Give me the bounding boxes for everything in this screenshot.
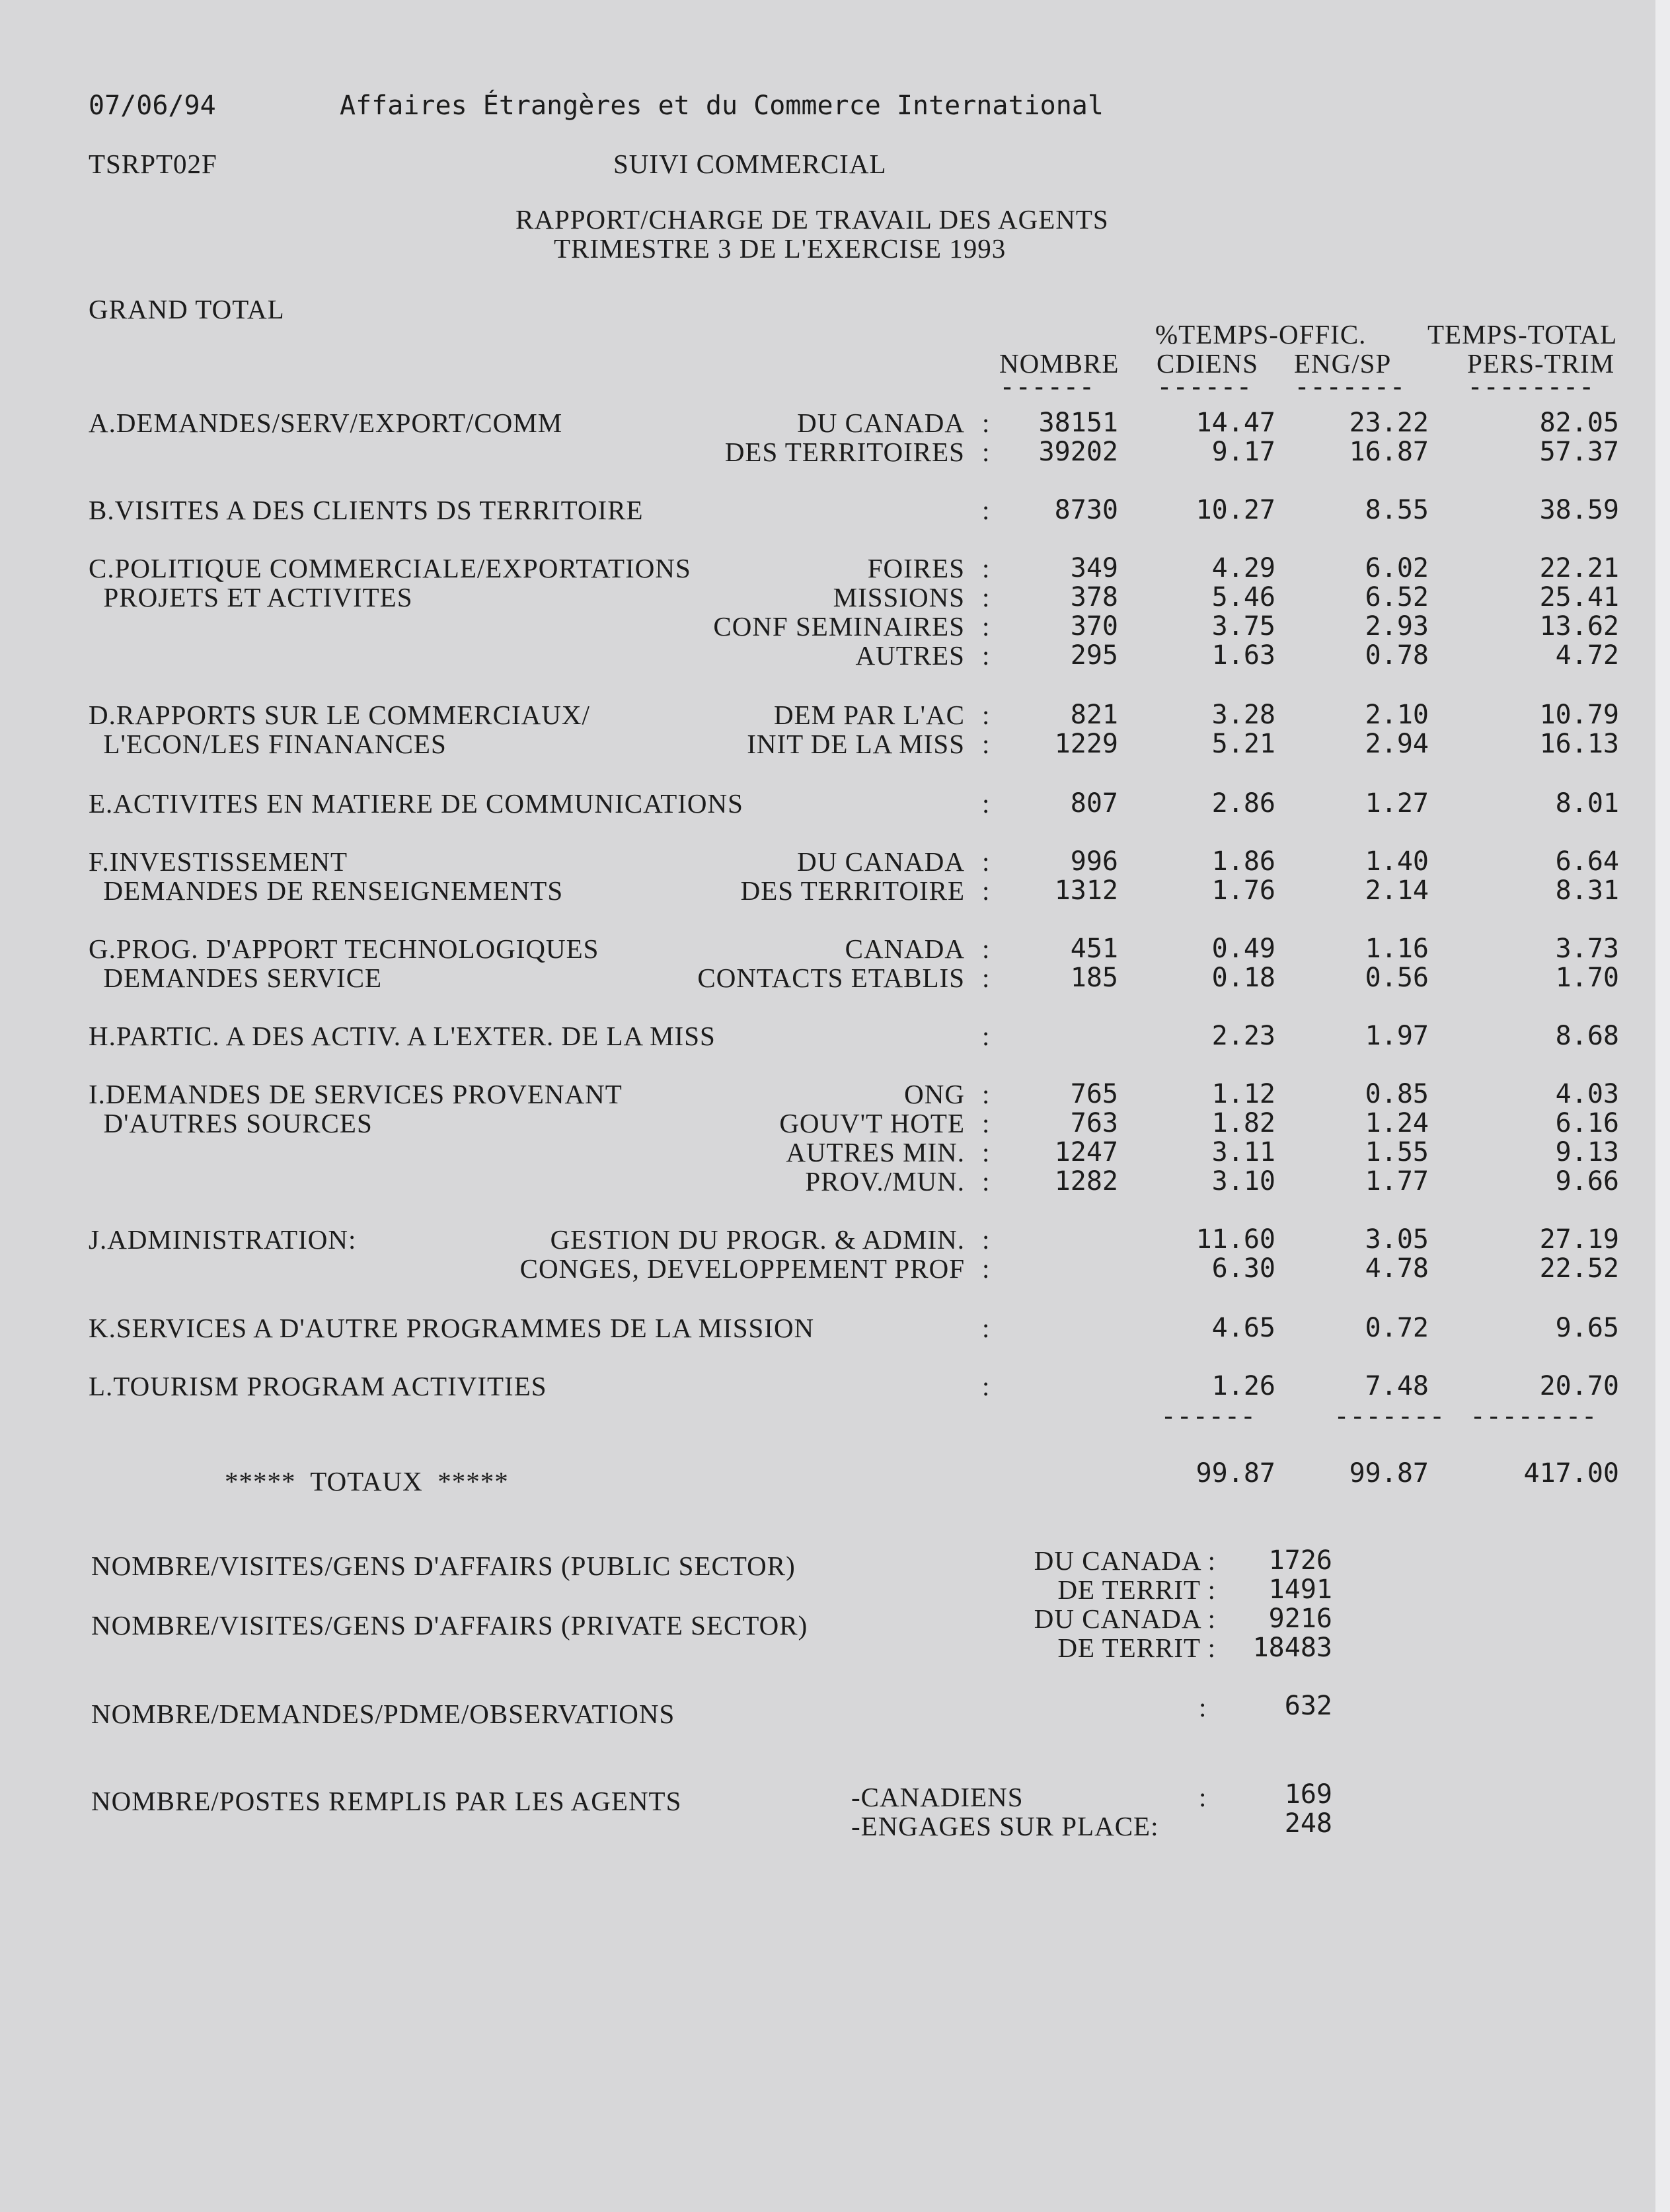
row-colon: : xyxy=(982,1079,991,1109)
row-subcategory: GOUV'T HOTE xyxy=(779,1108,965,1138)
row-subcategory: AUTRES MIN. xyxy=(786,1137,965,1167)
row-pers: 9.66 xyxy=(1555,1166,1619,1197)
pdme-colon: : xyxy=(1199,1692,1207,1722)
row-pers: 38.59 xyxy=(1539,495,1619,525)
row-cdiens: 11.60 xyxy=(1196,1224,1275,1255)
visits-line-value: 1491 xyxy=(1268,1574,1332,1605)
row-colon: : xyxy=(982,553,991,583)
total-engsp: 99.87 xyxy=(1349,1458,1429,1489)
col-nombre: NOMBRE xyxy=(999,348,1120,379)
row-category: J.ADMINISTRATION: xyxy=(89,1224,357,1255)
row-cdiens: 3.10 xyxy=(1211,1166,1275,1197)
row-cdiens: 1.26 xyxy=(1211,1371,1275,1401)
row-category: E.ACTIVITES EN MATIERE DE COMMUNICATIONS xyxy=(89,788,743,819)
total-pers: 417.00 xyxy=(1523,1458,1619,1489)
row-colon: : xyxy=(982,1108,991,1138)
row-category: K.SERVICES A D'AUTRE PROGRAMMES DE LA MISSION xyxy=(89,1313,815,1343)
row-engsp: 1.40 xyxy=(1365,846,1429,877)
page-edge xyxy=(1655,0,1670,2212)
system-name: SUIVI COMMERCIAL xyxy=(613,149,887,179)
row-nombre: 39202 xyxy=(1038,437,1118,467)
row-engsp: 1.97 xyxy=(1365,1021,1429,1051)
row-cdiens: 3.75 xyxy=(1211,611,1275,642)
col-group-total: TEMPS-TOTAL xyxy=(1427,319,1618,350)
row-subcategory: CANADA xyxy=(845,934,965,964)
row-cdiens: 4.29 xyxy=(1211,553,1275,583)
row-nombre: 1282 xyxy=(1054,1166,1118,1197)
row-pers: 10.79 xyxy=(1539,700,1619,730)
row-engsp: 1.77 xyxy=(1365,1166,1429,1197)
row-engsp: 0.78 xyxy=(1365,640,1429,671)
row-colon: : xyxy=(982,729,991,759)
row-nombre: 295 xyxy=(1070,640,1118,671)
row-engsp: 4.78 xyxy=(1365,1253,1429,1284)
row-engsp: 2.94 xyxy=(1365,729,1429,759)
row-cdiens: 2.86 xyxy=(1211,788,1275,819)
row-subcategory: DES TERRITOIRE xyxy=(740,875,965,906)
rule-pers: -------- xyxy=(1467,372,1595,402)
totals-rule-pers: -------- xyxy=(1470,1401,1597,1432)
visits-line-value: 18483 xyxy=(1252,1633,1332,1663)
row-cdiens: 14.47 xyxy=(1196,408,1275,438)
visits-line-value: 9216 xyxy=(1268,1604,1332,1634)
rule-nombre: ------ xyxy=(999,372,1095,402)
totals-rule-cdiens: ------ xyxy=(1160,1401,1256,1432)
row-colon: : xyxy=(982,1224,991,1255)
report-subtitle: TRIMESTRE 3 DE L'EXERCISE 1993 xyxy=(554,233,1006,264)
row-colon: : xyxy=(982,1166,991,1197)
row-nombre: 1312 xyxy=(1054,875,1118,906)
row-engsp: 1.27 xyxy=(1365,788,1429,819)
row-pers: 22.21 xyxy=(1539,553,1619,583)
row-nombre: 370 xyxy=(1070,611,1118,642)
row-nombre: 996 xyxy=(1070,846,1118,877)
row-category: G.PROG. D'APPORT TECHNOLOGIQUES xyxy=(89,934,599,964)
row-cdiens: 9.17 xyxy=(1211,437,1275,467)
row-pers: 8.31 xyxy=(1555,875,1619,906)
row-engsp: 2.93 xyxy=(1365,611,1429,642)
row-engsp: 6.02 xyxy=(1365,553,1429,583)
row-category: DEMANDES SERVICE xyxy=(89,963,383,993)
row-colon: : xyxy=(982,611,991,642)
col-pers: PERS-TRIM xyxy=(1467,348,1615,379)
row-cdiens: 2.23 xyxy=(1211,1021,1275,1051)
row-subcategory: FOIRES xyxy=(867,553,965,583)
row-cdiens: 5.46 xyxy=(1211,582,1275,612)
postes-label: NOMBRE/POSTES REMPLIS PAR LES AGENTS xyxy=(91,1786,682,1816)
postes-line-value: 169 xyxy=(1284,1779,1332,1810)
row-pers: 8.01 xyxy=(1555,788,1619,819)
row-engsp: 1.16 xyxy=(1365,934,1429,964)
row-subcategory: AUTRES xyxy=(855,640,965,671)
row-pers: 1.70 xyxy=(1555,963,1619,993)
row-colon: : xyxy=(982,437,991,467)
visits-line-label: DU CANADA : xyxy=(1034,1545,1216,1576)
row-engsp: 2.14 xyxy=(1365,875,1429,906)
row-subcategory: INIT DE LA MISS xyxy=(747,729,965,759)
postes-line-value: 248 xyxy=(1284,1808,1332,1839)
row-nombre: 8730 xyxy=(1054,495,1118,525)
row-colon: : xyxy=(982,788,991,819)
row-engsp: 1.55 xyxy=(1365,1137,1429,1167)
row-category: DEMANDES DE RENSEIGNEMENTS xyxy=(89,875,564,906)
row-cdiens: 1.76 xyxy=(1211,875,1275,906)
postes-line-label: -CANADIENS xyxy=(851,1782,1024,1812)
rule-engsp: ------- xyxy=(1294,372,1406,402)
col-group-office: %TEMPS-OFFIC. xyxy=(1155,319,1367,350)
row-colon: : xyxy=(982,1313,991,1343)
row-engsp: 23.22 xyxy=(1349,408,1429,438)
ministry-name: Affaires Étrangères et du Commerce International xyxy=(340,91,1104,121)
row-engsp: 1.24 xyxy=(1365,1108,1429,1138)
row-engsp: 0.85 xyxy=(1365,1079,1429,1109)
row-colon: : xyxy=(982,963,991,993)
row-engsp: 6.52 xyxy=(1365,582,1429,612)
row-pers: 9.65 xyxy=(1555,1313,1619,1343)
row-engsp: 7.48 xyxy=(1365,1371,1429,1401)
total-cdiens: 99.87 xyxy=(1196,1458,1275,1489)
row-cdiens: 5.21 xyxy=(1211,729,1275,759)
row-pers: 4.72 xyxy=(1555,640,1619,671)
row-category: PROJETS ET ACTIVITES xyxy=(89,582,413,612)
row-colon: : xyxy=(982,408,991,438)
row-colon: : xyxy=(982,495,991,525)
row-cdiens: 3.11 xyxy=(1211,1137,1275,1167)
row-pers: 16.13 xyxy=(1539,729,1619,759)
pdme-label: NOMBRE/DEMANDES/PDME/OBSERVATIONS xyxy=(91,1699,675,1729)
row-colon: : xyxy=(982,1021,991,1051)
row-nombre: 378 xyxy=(1070,582,1118,612)
row-pers: 4.03 xyxy=(1555,1079,1619,1109)
row-colon: : xyxy=(982,846,991,877)
row-engsp: 2.10 xyxy=(1365,700,1429,730)
row-colon: : xyxy=(982,700,991,730)
row-subcategory: DEM PAR L'AC xyxy=(774,700,965,730)
row-subcategory: ONG xyxy=(904,1079,965,1109)
row-nombre: 185 xyxy=(1070,963,1118,993)
totals-label: ***** TOTAUX ***** xyxy=(225,1466,509,1496)
row-cdiens: 4.65 xyxy=(1211,1313,1275,1343)
row-cdiens: 10.27 xyxy=(1196,495,1275,525)
row-nombre: 38151 xyxy=(1038,408,1118,438)
row-engsp: 0.72 xyxy=(1365,1313,1429,1343)
row-nombre: 1229 xyxy=(1054,729,1118,759)
visits-line-label: DE TERRIT : xyxy=(1057,1574,1216,1605)
row-subcategory: CONGES, DEVELOPPEMENT PROF xyxy=(519,1253,965,1284)
row-pers: 27.19 xyxy=(1539,1224,1619,1255)
report-code: TSRPT02F xyxy=(89,149,217,179)
row-nombre: 1247 xyxy=(1054,1137,1118,1167)
visits-private-label: NOMBRE/VISITES/GENS D'AFFAIRS (PRIVATE SECTOR) xyxy=(91,1610,808,1641)
row-pers: 6.64 xyxy=(1555,846,1619,877)
visits-public-label: NOMBRE/VISITES/GENS D'AFFAIRS (PUBLIC SECTOR) xyxy=(91,1551,796,1581)
row-category: L.TOURISM PROGRAM ACTIVITIES xyxy=(89,1371,547,1401)
row-category: C.POLITIQUE COMMERCIALE/EXPORTATIONS xyxy=(89,553,691,583)
row-colon: : xyxy=(982,934,991,964)
row-cdiens: 6.30 xyxy=(1211,1253,1275,1284)
row-colon: : xyxy=(982,582,991,612)
row-category: A.DEMANDES/SERV/EXPORT/COMM xyxy=(89,408,563,438)
row-cdiens: 1.82 xyxy=(1211,1108,1275,1138)
row-cdiens: 3.28 xyxy=(1211,700,1275,730)
row-nombre: 821 xyxy=(1070,700,1118,730)
row-pers: 9.13 xyxy=(1555,1137,1619,1167)
row-cdiens: 1.12 xyxy=(1211,1079,1275,1109)
row-category: L'ECON/LES FINANANCES xyxy=(89,729,447,759)
col-cdiens: CDIENS xyxy=(1157,348,1259,379)
report-date: 07/06/94 xyxy=(89,91,216,121)
row-cdiens: 0.18 xyxy=(1211,963,1275,993)
row-cdiens: 0.49 xyxy=(1211,934,1275,964)
row-subcategory: DES TERRITOIRES xyxy=(724,437,965,467)
postes-line-colon: : xyxy=(1199,1782,1207,1812)
row-engsp: 8.55 xyxy=(1365,495,1429,525)
row-pers: 57.37 xyxy=(1539,437,1619,467)
row-pers: 13.62 xyxy=(1539,611,1619,642)
row-colon: : xyxy=(982,640,991,671)
row-engsp: 3.05 xyxy=(1365,1224,1429,1255)
visits-line-label: DU CANADA : xyxy=(1034,1604,1216,1634)
row-colon: : xyxy=(982,1371,991,1401)
row-pers: 8.68 xyxy=(1555,1021,1619,1051)
visits-line-value: 1726 xyxy=(1268,1545,1332,1576)
rule-cdiens: ------ xyxy=(1157,372,1252,402)
totals-rule-engsp: ------- xyxy=(1334,1401,1445,1432)
section-title: GRAND TOTAL xyxy=(89,294,285,324)
row-subcategory: DU CANADA xyxy=(797,846,965,877)
row-nombre: 765 xyxy=(1070,1079,1118,1109)
row-subcategory: CONTACTS ETABLIS xyxy=(697,963,965,993)
visits-line-label: DE TERRIT : xyxy=(1057,1633,1216,1663)
row-nombre: 807 xyxy=(1070,788,1118,819)
row-cdiens: 1.63 xyxy=(1211,640,1275,671)
row-category: H.PARTIC. A DES ACTIV. A L'EXTER. DE LA MISS xyxy=(89,1021,716,1051)
row-colon: : xyxy=(982,1253,991,1284)
row-category: F.INVESTISSEMENT xyxy=(89,846,348,877)
row-category: B.VISITES A DES CLIENTS DS TERRITOIRE xyxy=(89,495,644,525)
col-engsp: ENG/SP xyxy=(1294,348,1392,379)
row-pers: 25.41 xyxy=(1539,582,1619,612)
pdme-value: 632 xyxy=(1284,1691,1332,1721)
row-colon: : xyxy=(982,875,991,906)
row-category: D.RAPPORTS SUR LE COMMERCIAUX/ xyxy=(89,700,590,730)
row-category: I.DEMANDES DE SERVICES PROVENANT xyxy=(89,1079,623,1109)
row-pers: 6.16 xyxy=(1555,1108,1619,1138)
row-pers: 3.73 xyxy=(1555,934,1619,964)
postes-line-label: -ENGAGES SUR PLACE: xyxy=(851,1811,1159,1841)
row-subcategory: DU CANADA xyxy=(797,408,965,438)
row-engsp: 0.56 xyxy=(1365,963,1429,993)
row-cdiens: 1.86 xyxy=(1211,846,1275,877)
row-pers: 82.05 xyxy=(1539,408,1619,438)
row-engsp: 16.87 xyxy=(1349,437,1429,467)
row-nombre: 349 xyxy=(1070,553,1118,583)
row-subcategory: MISSIONS xyxy=(833,582,965,612)
row-nombre: 763 xyxy=(1070,1108,1118,1138)
row-subcategory: GESTION DU PROGR. & ADMIN. xyxy=(550,1224,965,1255)
row-pers: 22.52 xyxy=(1539,1253,1619,1284)
row-category: D'AUTRES SOURCES xyxy=(89,1108,373,1138)
row-nombre: 451 xyxy=(1070,934,1118,964)
row-colon: : xyxy=(982,1137,991,1167)
report-title: RAPPORT/CHARGE DE TRAVAIL DES AGENTS xyxy=(515,204,1109,235)
row-subcategory: CONF SEMINAIRES xyxy=(713,611,965,642)
row-subcategory: PROV./MUN. xyxy=(805,1166,965,1197)
row-pers: 20.70 xyxy=(1539,1371,1619,1401)
